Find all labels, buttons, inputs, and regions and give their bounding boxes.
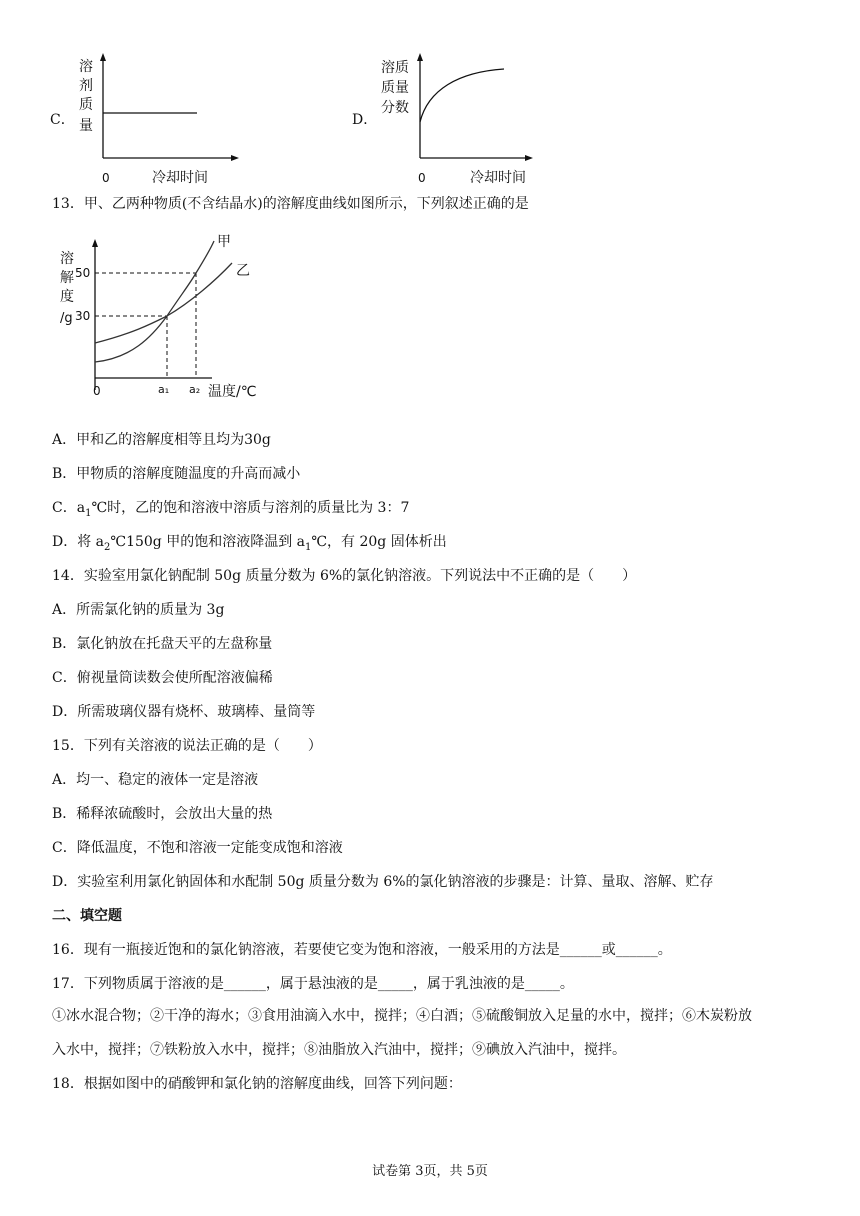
q13-d-sub1: 2 (104, 541, 111, 553)
q13-ylabel-2: 解 (60, 270, 74, 286)
q13-tick-30: 30 (75, 309, 91, 323)
q13-tick-50: 50 (75, 266, 91, 280)
graph-d-ylabel-2: 质量 (381, 80, 409, 96)
q13-d-mid: ℃150g 甲的饱和溶液降温到 a (110, 534, 305, 550)
graph-c-xlabel: 冷却时间 (152, 170, 208, 186)
q18-stem: 18．根据如图中的硝酸钾和氯化钠的溶解度曲线，回答下列问题： (52, 1076, 462, 1092)
curve-yi (95, 263, 232, 343)
q13-ylabel-1: 溶 (60, 251, 74, 267)
page-footer: 试卷第 3页，共 5页 (372, 1164, 488, 1179)
q14-option-a: A．所需氯化钠的质量为 3g (52, 602, 225, 618)
q13-c-post: ℃时，乙的饱和溶液中溶质与溶剂的质量比为 3：7 (91, 500, 410, 516)
q14-option-b: B．氯化钠放在托盘天平的左盘称量 (52, 636, 273, 652)
section-fill-in-heading: 二、填空题 (52, 908, 122, 924)
q13-option-c (52, 498, 409, 518)
q13-c-pre: C．a (52, 500, 86, 516)
graph-d-ylabel-3: 分数 (381, 100, 409, 116)
q13-option-d (52, 532, 447, 552)
q15-stem: 15．下列有关溶液的说法正确的是（ ） (52, 738, 322, 754)
graph-d-xlabel: 冷却时间 (470, 170, 526, 186)
q13-label-yi: 乙 (236, 263, 250, 279)
q13-ylabel-4: /g (60, 311, 73, 326)
q13-c-sub: 1 (85, 507, 92, 519)
graph-c-ylabel-3: 质 (79, 97, 93, 113)
graph-d-origin: 0 (418, 171, 426, 185)
q15-option-d: D．实验室利用氯化钠固体和水配制 50g 质量分数为 6%的氯化钠溶液的步骤是：计算、量取、溶解、贮存 (52, 874, 714, 890)
q13-d-post: ℃，有 20g 固体析出 (311, 534, 447, 550)
q17-items-line2: 入水中，搅拌；⑦铁粉放入水中，搅拌；⑧油脂放入汽油中，搅拌；⑨碘放入汽油中，搅拌。 (52, 1042, 626, 1058)
q13-tick-a1: a₁ (158, 383, 170, 396)
q13-option-b: B．甲物质的溶解度随温度的升高而减小 (52, 466, 301, 482)
q13-stem: 13．甲、乙两种物质(不含结晶水)的溶解度曲线如图所示，下列叙述正确的是 (52, 196, 529, 212)
q15-option-c: C．降低温度，不饱和溶液一定能变成饱和溶液 (52, 840, 343, 856)
graph-c-ylabel-4: 量 (79, 118, 93, 134)
graph-c-origin: 0 (102, 171, 110, 185)
q13-option-a: A．甲和乙的溶解度相等且均为30g (52, 432, 271, 448)
graph-c-ylabel-2: 剂 (79, 78, 93, 94)
q15-option-a: A．均一、稳定的液体一定是溶液 (52, 772, 259, 788)
q14-stem: 14．实验室用氯化钠配制 50g 质量分数为 6%的氯化钠溶液。下列说法中不正确的是（ ） (52, 568, 637, 584)
q13-label-jia: 甲 (217, 234, 231, 250)
option-c-label: C． (50, 112, 75, 128)
q13-solubility-graph (56, 230, 266, 402)
q13-ylabel-3: 度 (60, 289, 74, 305)
graph-c-ylabel-1: 溶 (79, 59, 93, 75)
graph-c-solvent-mass (72, 50, 252, 192)
q13-xlabel: 温度/℃ (208, 384, 257, 400)
graph-d-mass-fraction (378, 50, 548, 192)
q17-items-line1: ①冰水混合物；②干净的海水；③食用油滴入水中，搅拌；④白酒；⑤硫酸铜放入足量的水中，搅拌；⑥木炭粉放 (52, 1008, 752, 1024)
q16-stem: 16．现有一瓶接近饱和的氯化钠溶液，若要使它变为饱和溶液，一般采用的方法是______或______。 (52, 942, 672, 958)
option-d-label: D． (352, 112, 378, 128)
q13-d-sub2: 1 (305, 541, 312, 553)
q14-option-c: C．俯视量筒读数会使所配溶液偏稀 (52, 670, 273, 686)
graph-d-ylabel-1: 溶质 (381, 60, 409, 76)
q13-d-pre: D．将 a (52, 534, 105, 550)
q17-stem: 17．下列物质属于溶液的是______，属于悬浊液的是_____，属于乳浊液的是_____。 (52, 976, 574, 992)
q13-tick-a2: a₂ (189, 383, 201, 396)
q13-origin: 0 (93, 384, 101, 398)
q15-option-b: B．稀释浓硫酸时，会放出大量的热 (52, 806, 273, 822)
q14-option-d: D．所需玻璃仪器有烧杯、玻璃棒、量筒等 (52, 704, 316, 720)
